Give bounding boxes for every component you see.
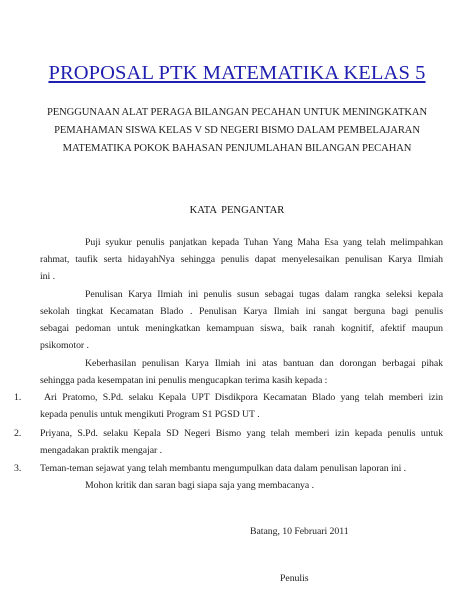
list-item-line: Priyana, S.Pd. selaku Kepala SD Negeri Bismo yang telah memberi izin kepada penulis untuk — [40, 428, 443, 439]
list-item-line: kepada penulis untuk mengikuti Program S1 PGSD UT . — [40, 409, 260, 420]
subtitle-line: MATEMATIKA POKOK BAHASAN PENJUMLAHAN BILANGAN PECAHAN — [62, 143, 412, 154]
paragraph-line: Keberhasilan penulisan Karya Ilmiah ini atas bantuan dan dorongan berbagai pihak — [85, 358, 443, 369]
signature-label: Penulis — [280, 573, 309, 584]
paragraph-line: Penulisan Karya Ilmiah ini penulis susun sebagai tugas dalam rangka seleksi kepala — [85, 289, 443, 300]
paragraph-line: sebagai pedoman untuk meningkatkan kemampuan siswa, baik ranah kognitif, afektif maupun — [40, 323, 443, 334]
section-heading: KATA PENGANTAR — [189, 205, 285, 216]
list-number: 1. — [14, 392, 22, 403]
list-item-line: Ari Pratomo, S.Pd. selaku Kepala UPT Disdikpora Kecamatan Blado yang telah memberi izin — [44, 392, 443, 403]
closing-line: Mohon kritik dan saran bagi siapa saja yang membacanya . — [85, 480, 314, 491]
list-item-line: mengadakan praktik mengajar . — [40, 445, 163, 456]
paragraph-line: rahmat, taufik serta hidayahNya sehingga penulis dapat menyelesaikan penulisan Karya Ilmiah — [40, 254, 443, 265]
list-number: 2. — [14, 428, 22, 439]
list-number: 3. — [14, 463, 22, 474]
document-title: PROPOSAL PTK MATEMATIKA KELAS 5 — [48, 62, 426, 84]
paragraph-line: psikomotor . — [40, 340, 89, 351]
paragraph-line: sehingga pada kesempatan ini penulis mengucapkan terima kasih kepada : — [40, 375, 328, 386]
subtitle-line: PEMAHAMAN SISWA KELAS V SD NEGERI BISMO DALAM PEMBELAJARAN — [54, 125, 420, 136]
paragraph-line: ini . — [40, 271, 55, 282]
paragraph-line: Puji syukur penulis panjatkan kepada Tuhan Yang Maha Esa yang telah melimpahkan — [85, 237, 443, 248]
date-line: Batang, 10 Februari 2011 — [250, 526, 349, 537]
subtitle-line: PENGGUNAAN ALAT PERAGA BILANGAN PECAHAN UNTUK MENINGKATKAN — [46, 107, 428, 118]
paragraph-line: sekolah tingkat Kecamatan Blado . Penulisan Karya Ilmiah ini sangat berguna bagi penulis — [40, 306, 443, 317]
list-item-line: Teman-teman sejawat yang telah membantu mengumpulkan data dalam penulisan laporan ini . — [40, 463, 407, 474]
